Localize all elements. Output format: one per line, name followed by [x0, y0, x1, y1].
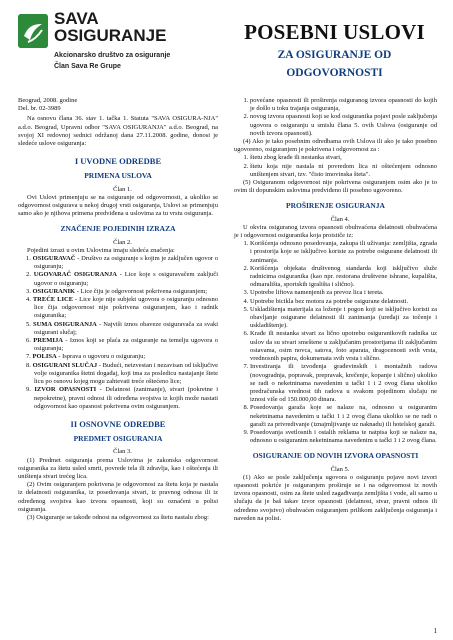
title-sub-2: ODGOVORNOSTI [286, 67, 383, 79]
section-heading-uvodne: I UVODNE ODREDBE [74, 156, 162, 167]
article-4-label: Član 4. [330, 215, 350, 223]
term-definition: - Lice koje s osiguravačem zaključi ugovor o osiguranju; [34, 271, 218, 287]
list-item: 3. Upotrebe liftova namenjenih za prevoz lica i tereta. [250, 289, 437, 297]
term-number: 4. [26, 296, 31, 304]
list-item: 4. Upotrebe bicikla bez motora za potrebe osigurane delatnosti. [250, 298, 437, 306]
article-2-intro: Pojedini izrazi u ovim Uslovima imaju sledeća značenja: [27, 246, 175, 254]
article-3-label: Član 3. [113, 448, 132, 456]
article-1-label: Član 1. [113, 185, 132, 193]
term-number: 1. [26, 255, 31, 263]
logo-tagline [54, 50, 170, 72]
logo-wordmark [54, 10, 166, 44]
logo-tagline-1: Akcionarsko društvo za osiguranje [54, 52, 171, 59]
subheading-novi-izvori: OSIGURANJE OD NOVIH IZVORA OPASNOSTI [252, 451, 419, 461]
term-number: 5. [26, 320, 31, 328]
right-column [234, 97, 437, 523]
list-item: 1. štetu zbog krađe ili nestanka stvari, [250, 154, 437, 162]
terms-list [18, 255, 218, 411]
term-name: OSIGURANI SLUČAJ [32, 361, 98, 369]
term-name: TREĆE LICE [32, 296, 74, 304]
intro-paragraph: Na osnovu člana 36. stav 1. tačka 1. Statuta "SAVA OSIGURA-NJA" a.d.o. Beograd, Upravni odbor "SAVA OSIGURANJA" a.d.o. Beograd, na svojoj XI redovnoj sednici održanoj dana 27.11.2008. godine, donosi je sledeće uslove osiguranja: [18, 115, 218, 148]
document-title [232, 20, 437, 81]
list-item: 8. Posedovanja garaža koje se nalaze na, odnosno u osiguranim neketninama navedenim u tački 1 i 2 ovog člana ukoliko se ne radi o garaži za privredivanje (iznajmljivanje uz naknadu) ili hotelskoj garaži. [250, 404, 437, 429]
logo-line-2: OSIGURANJE [54, 26, 167, 45]
term-name: UGOVARAČ OSIGURANJA [33, 271, 117, 279]
article-3-p2: (2) Ovim osiguranjem pokrivena je odgovornost za štetu koja je nastala iz delatnosti osiguranika, iz posedovanja stvari, iz pravnog odnosa ili iz određenog svojstva kao izvora opasnosti, koji su označeni u polisi osiguranja. [18, 481, 218, 513]
term-item [18, 321, 218, 337]
term-item [18, 337, 218, 353]
list-item: 2. Korišćenja objekata društvenog standarda koji isključivo služe radnicima osiguranika (kao npr. restorana društvene ishrane, kupališta, odmarališta, sportskih igrališta i slično). [250, 265, 437, 290]
logo-emblem-icon [18, 14, 48, 48]
list-item: 2. štetu koja nije nastala ni povredom lica ni oštećenjem odnosno uništenjem stvari, tzv. "čisto imovinska šteta". [250, 163, 437, 179]
term-item [18, 288, 218, 296]
company-logo [18, 8, 188, 84]
page-number: 1 [433, 627, 437, 635]
term-definition: - Društvo za osiguranje s kojim je zaključen ugovor o osiguranju; [34, 255, 219, 271]
subheading-prosirenje: PROŠIRENJE OSIGURANJA [286, 201, 385, 211]
subheading-predmet: PREDMET OSIGURANJA [73, 434, 163, 444]
section-heading-osnovne: II OSNOVNE ODREDBE [70, 418, 166, 429]
list-item: 5. Uskladištenja materijala za loženje i pogon koji se isključivo koristi za obavljanje osigurane delatnosti ili zanimanja (uređaji za točenje i uskladištenje). [250, 306, 437, 331]
term-item [18, 255, 218, 271]
term-definition: - Isprava o ugovoru o osiguranju; [56, 353, 146, 361]
term-number: 2. [26, 271, 31, 279]
extension-list [234, 240, 437, 445]
left-column [18, 97, 218, 522]
term-item [18, 386, 218, 411]
article-5-p1: (1) Ako se posle zaključenja ugovora o osiguranju pojave novi izvori opasnosti pokriće je osiguranjem proširuje se i na odgovornost iz novih izvora opasnosti, osim za štete usled zagađivanja zemljišta i vode, ali samo u slučaju da je baš takav izvor opasnosti (delatnost, stvar, pravni odnos ili određeno svojstvo) obuhvaćen osiguranjem prilikom zaključenja osiguranja i naveden na polisi. [234, 473, 437, 522]
article-3-p1: (1) Predmet osiguranja prema Uslovima je zakonska odgovornost osiguranika za štetu usled smrti, povrede tela ili zdravlja, kao i oštećenja ili uništenja stvari trećeg lica. [18, 456, 218, 480]
term-number: 3. [26, 287, 31, 295]
term-number: 8. [26, 361, 31, 369]
term-item [18, 296, 218, 321]
term-name: POLISA [32, 353, 57, 361]
list-item: 1. Korišćenja odnosno posedovanja, zakupa ili uživanja: zemljišta, zgrada i prostorija koje se isključivo koriste za potrebe osigurane delatnosti ili zanimanja. [250, 240, 437, 265]
place-date: Beograd, 2008. godine [18, 97, 78, 104]
term-name: IZVOR OPASNOSTI [34, 386, 97, 394]
term-number: 6. [26, 337, 31, 345]
term-definition: - Najviši iznos obaveze osiguravača za svaki osigurani slučaj; [34, 320, 219, 336]
term-definition: - Budući, neizvestan i nezavisan od isključive volje osiguranika štetni događaj, koji ima za posledicu nastajanje štete licu po osnovu kojeg mogu zahtevati treće oštećeno lice; [34, 361, 219, 386]
term-definition: - Lice čiju je odgovornost pokrivena osiguranjem; [75, 287, 208, 295]
title-main: POSEBNI USLOVI [244, 20, 425, 44]
subheading-znacenje: ZNAČENJE POJEDINIH IZRAZA [60, 224, 176, 234]
term-name: SUMA OSIGURANJA [32, 320, 97, 328]
term-item [18, 362, 218, 387]
document-meta [18, 97, 218, 113]
term-name: PREMIJA [33, 337, 63, 345]
list-item: 2. novog izvora opasnosti koji se kod osiguranika pojavi posle zaključenja ugovora o osiguranju u smislu člana 5. ovih Uslova (osiguranje od novih izvora opasnosti). [250, 113, 437, 138]
term-item [18, 271, 218, 287]
term-definition: - Lice koje nije subjekt ugovora o osiguranju odnosno lice čija odgovornost nije pokrivena osiguranjem, kao i radnik osiguranika; [34, 296, 218, 320]
article-3-p3: (3) Osiguranje se takođe odnosi na odgovornost za štetu nastalu zbog: [27, 513, 209, 521]
reference-number: Del. br. 02-3989 [18, 105, 61, 113]
coverage-list-1 [234, 97, 437, 138]
term-number: 7. [26, 353, 31, 361]
article-3-p5: (5) Osiguranom odgovornost nije pokrivena osiguranjem osim ako je to ovim ili dopunskim uslovima predviđeno ili posebno ugovoreno. [234, 179, 437, 195]
term-item [18, 353, 218, 361]
coverage-list-2 [234, 154, 437, 179]
title-sub-1: ZA OSIGURANJE OD [277, 49, 392, 61]
article-4-intro: U okvira osiguranog izvora opasnosti obuhvaćena delatnosti obuhvaćena je i odgovornost osiguranika koja proističe iz: [234, 223, 437, 240]
term-name: OSIGURANIK [32, 287, 76, 295]
logo-line-1: SAVA [54, 9, 99, 28]
article-2-label: Član 2. [113, 238, 132, 246]
article-1-text: Ovi Uslovi primenjuju se na osiguranje od odgovornosti, a ukoliko se odgovornost osigurava u nekoj drugoj vrsti osiguranja, Uslovi se primenjuju samo ako je njihova primena predviđena u uslovima za tu vrstu osiguranja. [18, 193, 218, 218]
term-name: OSIGURAVAČ [32, 255, 76, 263]
list-item: 6. Krađe ili nestanka stvari za lično upotrebu osiguranikovih radnika uz uslov da su stvari smeštene u zaključanim prostorijama ili zaključanim ostavama, osim novca, satova, foto aparata, dragocenosti svih vrsta, vrednosnih papira, dokumenata svih vrsta i slično. [250, 330, 437, 363]
list-item: 9. Posedovanja svetlosnih i ostalih reklama te natpisa koji se nalaze na, odnosno u osiguranim neketninama navedenim u tački 1 i 2 ovog člana. [250, 429, 437, 445]
list-item: 1. povećane opasnosti ili proširenja osiguranog izvora opasnosti do kojih je došlo u toku trajanja osiguranja, [250, 97, 437, 113]
term-number: 9. [26, 386, 31, 394]
subheading-primena: PRIMENA USLOVA [84, 171, 152, 181]
logo-tagline-2: Član Sava Re Grupe [54, 63, 121, 70]
list-item: 7. Investiranja ili izvođenja građevinskih i montažnih radova (novogradnja, popravak, prepravak, krečenje, kopanje i slično) ukoliko se radi o neketninama navedenim u tački 1 i 2 ovog člana ukoliko predračunska vrednost tih radova u svakom pojedinom slučaju ne iznosi više od 150.000,00 dinara. [250, 363, 437, 404]
article-3-p4: (4) Ako je tako posebnim odredbama ovih Uslova ili ako je tako posebno ugovoreno, osiguranjem je pokrivena i odgovornost za : [234, 138, 437, 154]
term-definition: - Iznos koji se plaća za osiguranje na temelju ugovora o osiguranju; [34, 337, 218, 353]
term-definition: - Delatnost (zanimanje), stvari (pokretne i nepokretne), pravni odnosi ili određena svojstva iz kojih može nastati odgovornost kao opasnost pokrivena ovim osiguranjem. [34, 386, 219, 410]
article-5-label: Član 5. [330, 465, 350, 473]
